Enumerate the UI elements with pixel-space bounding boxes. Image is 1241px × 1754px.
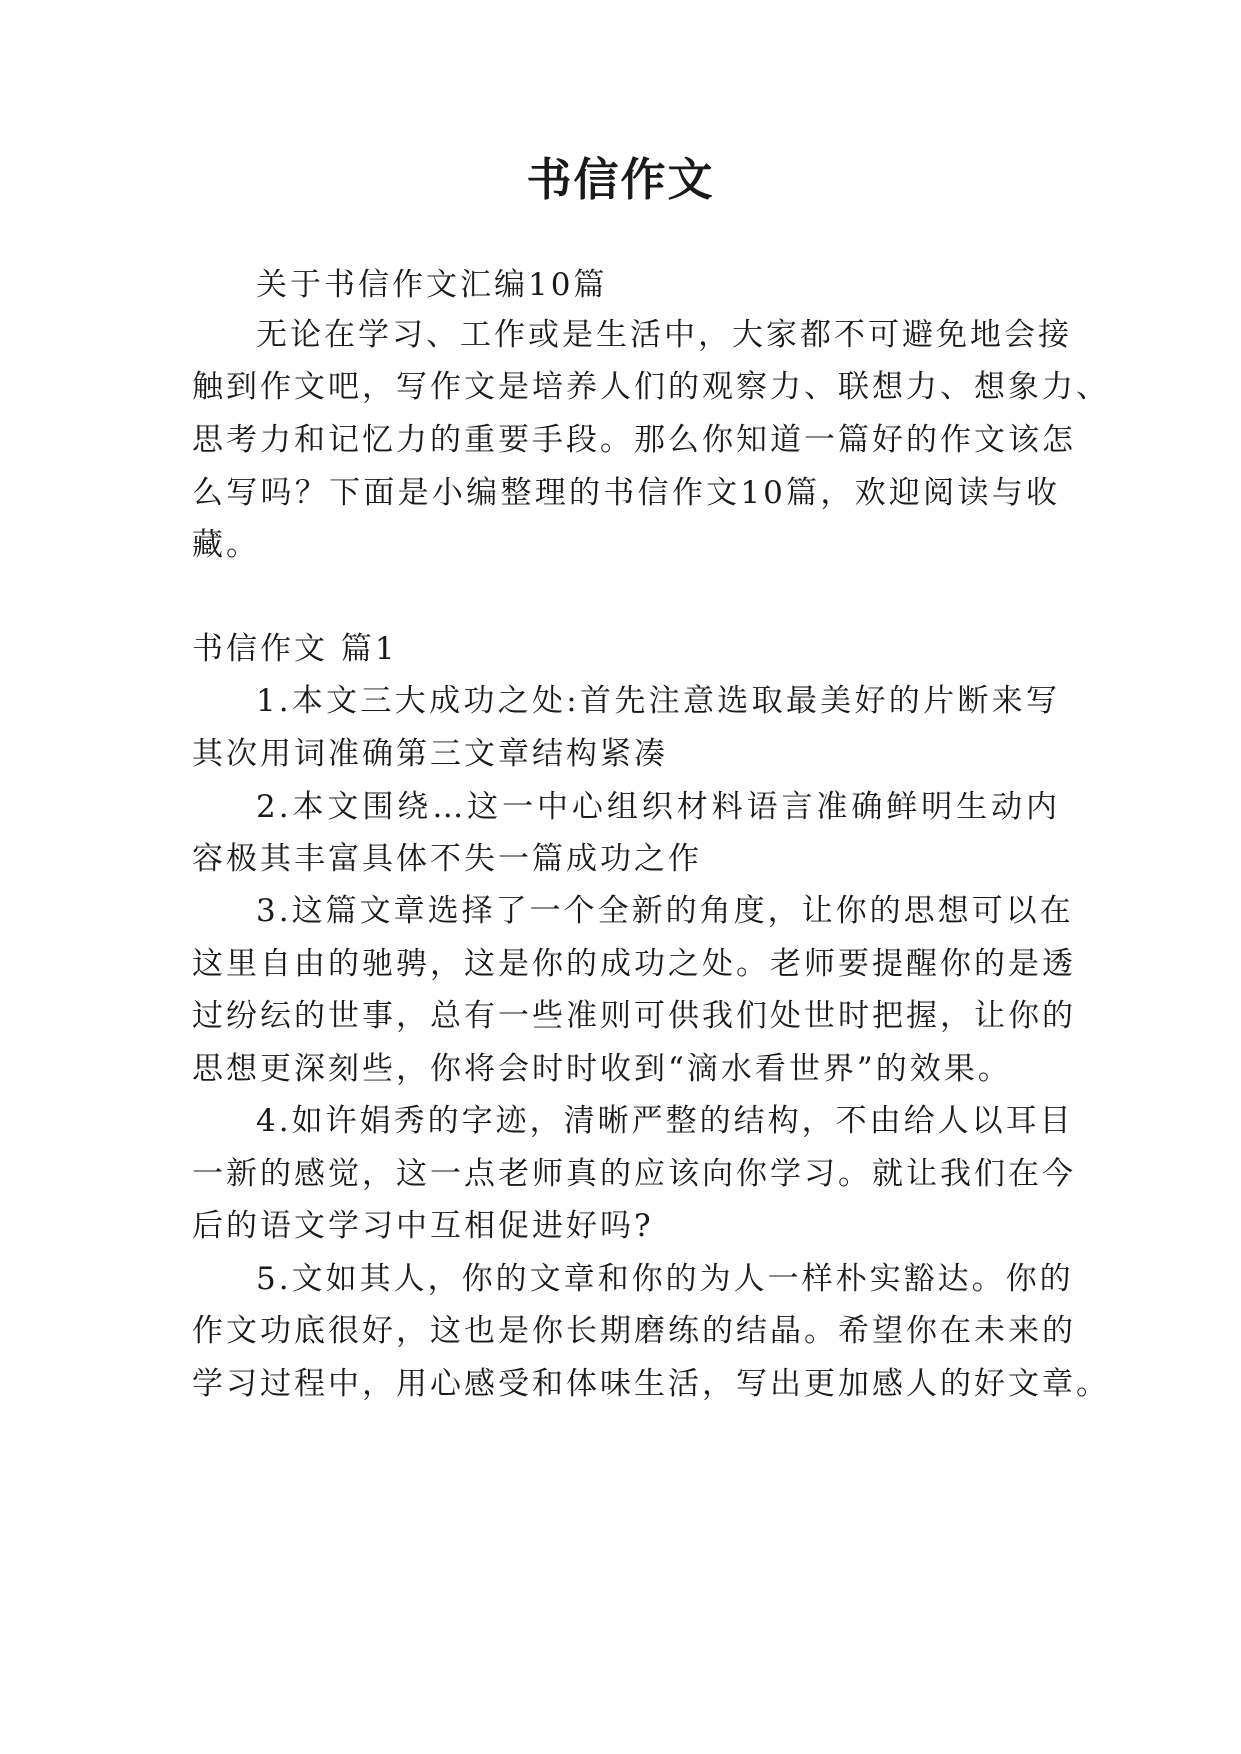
page-title: 书信作文 — [526, 153, 715, 206]
intro-line: 思考力和记忆力的重要手段。那么你知道一篇好的作文该怎 — [192, 422, 1076, 458]
intro-line: 藏。 — [192, 527, 260, 563]
item-line: 学习过程中，用心感受和体味生活，写出更加感人的好文章。 — [192, 1366, 1110, 1402]
item-line: 一新的感觉，这一点老师真的应该向你学习。就让我们在今 — [192, 1156, 1076, 1192]
item-line: 思想更深刻些，你将会时时收到“滴水看世界”的效果。 — [192, 1051, 1012, 1087]
item-line: 2.本文围绕…这一中心组织材料语言准确鲜明生动内 — [256, 789, 1060, 825]
intro-line: 无论在学习、工作或是生活中，大家都不可避免地会接 — [256, 317, 1072, 353]
item-line: 容极其丰富具体不失一篇成功之作 — [192, 841, 702, 877]
item-line: 1.本文三大成功之处:首先注意选取最美好的片断来写 — [256, 683, 1060, 719]
item-line: 其次用词准确第三文章结构紧凑 — [192, 736, 668, 772]
item-line: 这里自由的驰骋，这是你的成功之处。老师要提醒你的是透 — [192, 946, 1076, 982]
item-line: 后的语文学习中互相促进好吗? — [192, 1208, 654, 1244]
intro-line: 么写吗？下面是小编整理的书信作文10篇，欢迎阅读与收 — [192, 475, 1060, 511]
item-line: 3.这篇文章选择了一个全新的角度，让你的思想可以在 — [256, 893, 1074, 929]
item-line: 过纷纭的世事，总有一些准则可供我们处世时把握，让你的 — [192, 998, 1076, 1034]
intro-line: 触到作文吧，写作文是培养人们的观察力、联想力、想象力、 — [192, 369, 1110, 405]
subtitle: 关于书信作文汇编10篇 — [256, 267, 608, 303]
item-line: 作文功底很好，这也是你长期磨练的结晶。希望你在未来的 — [192, 1313, 1076, 1349]
item-line: 4.如许娟秀的字迹，清晰严整的结构，不由给人以耳目 — [256, 1103, 1074, 1139]
section-heading: 书信作文 篇1 — [192, 631, 398, 667]
item-line: 5.文如其人，你的文章和你的为人一样朴实豁达。你的 — [256, 1261, 1074, 1297]
